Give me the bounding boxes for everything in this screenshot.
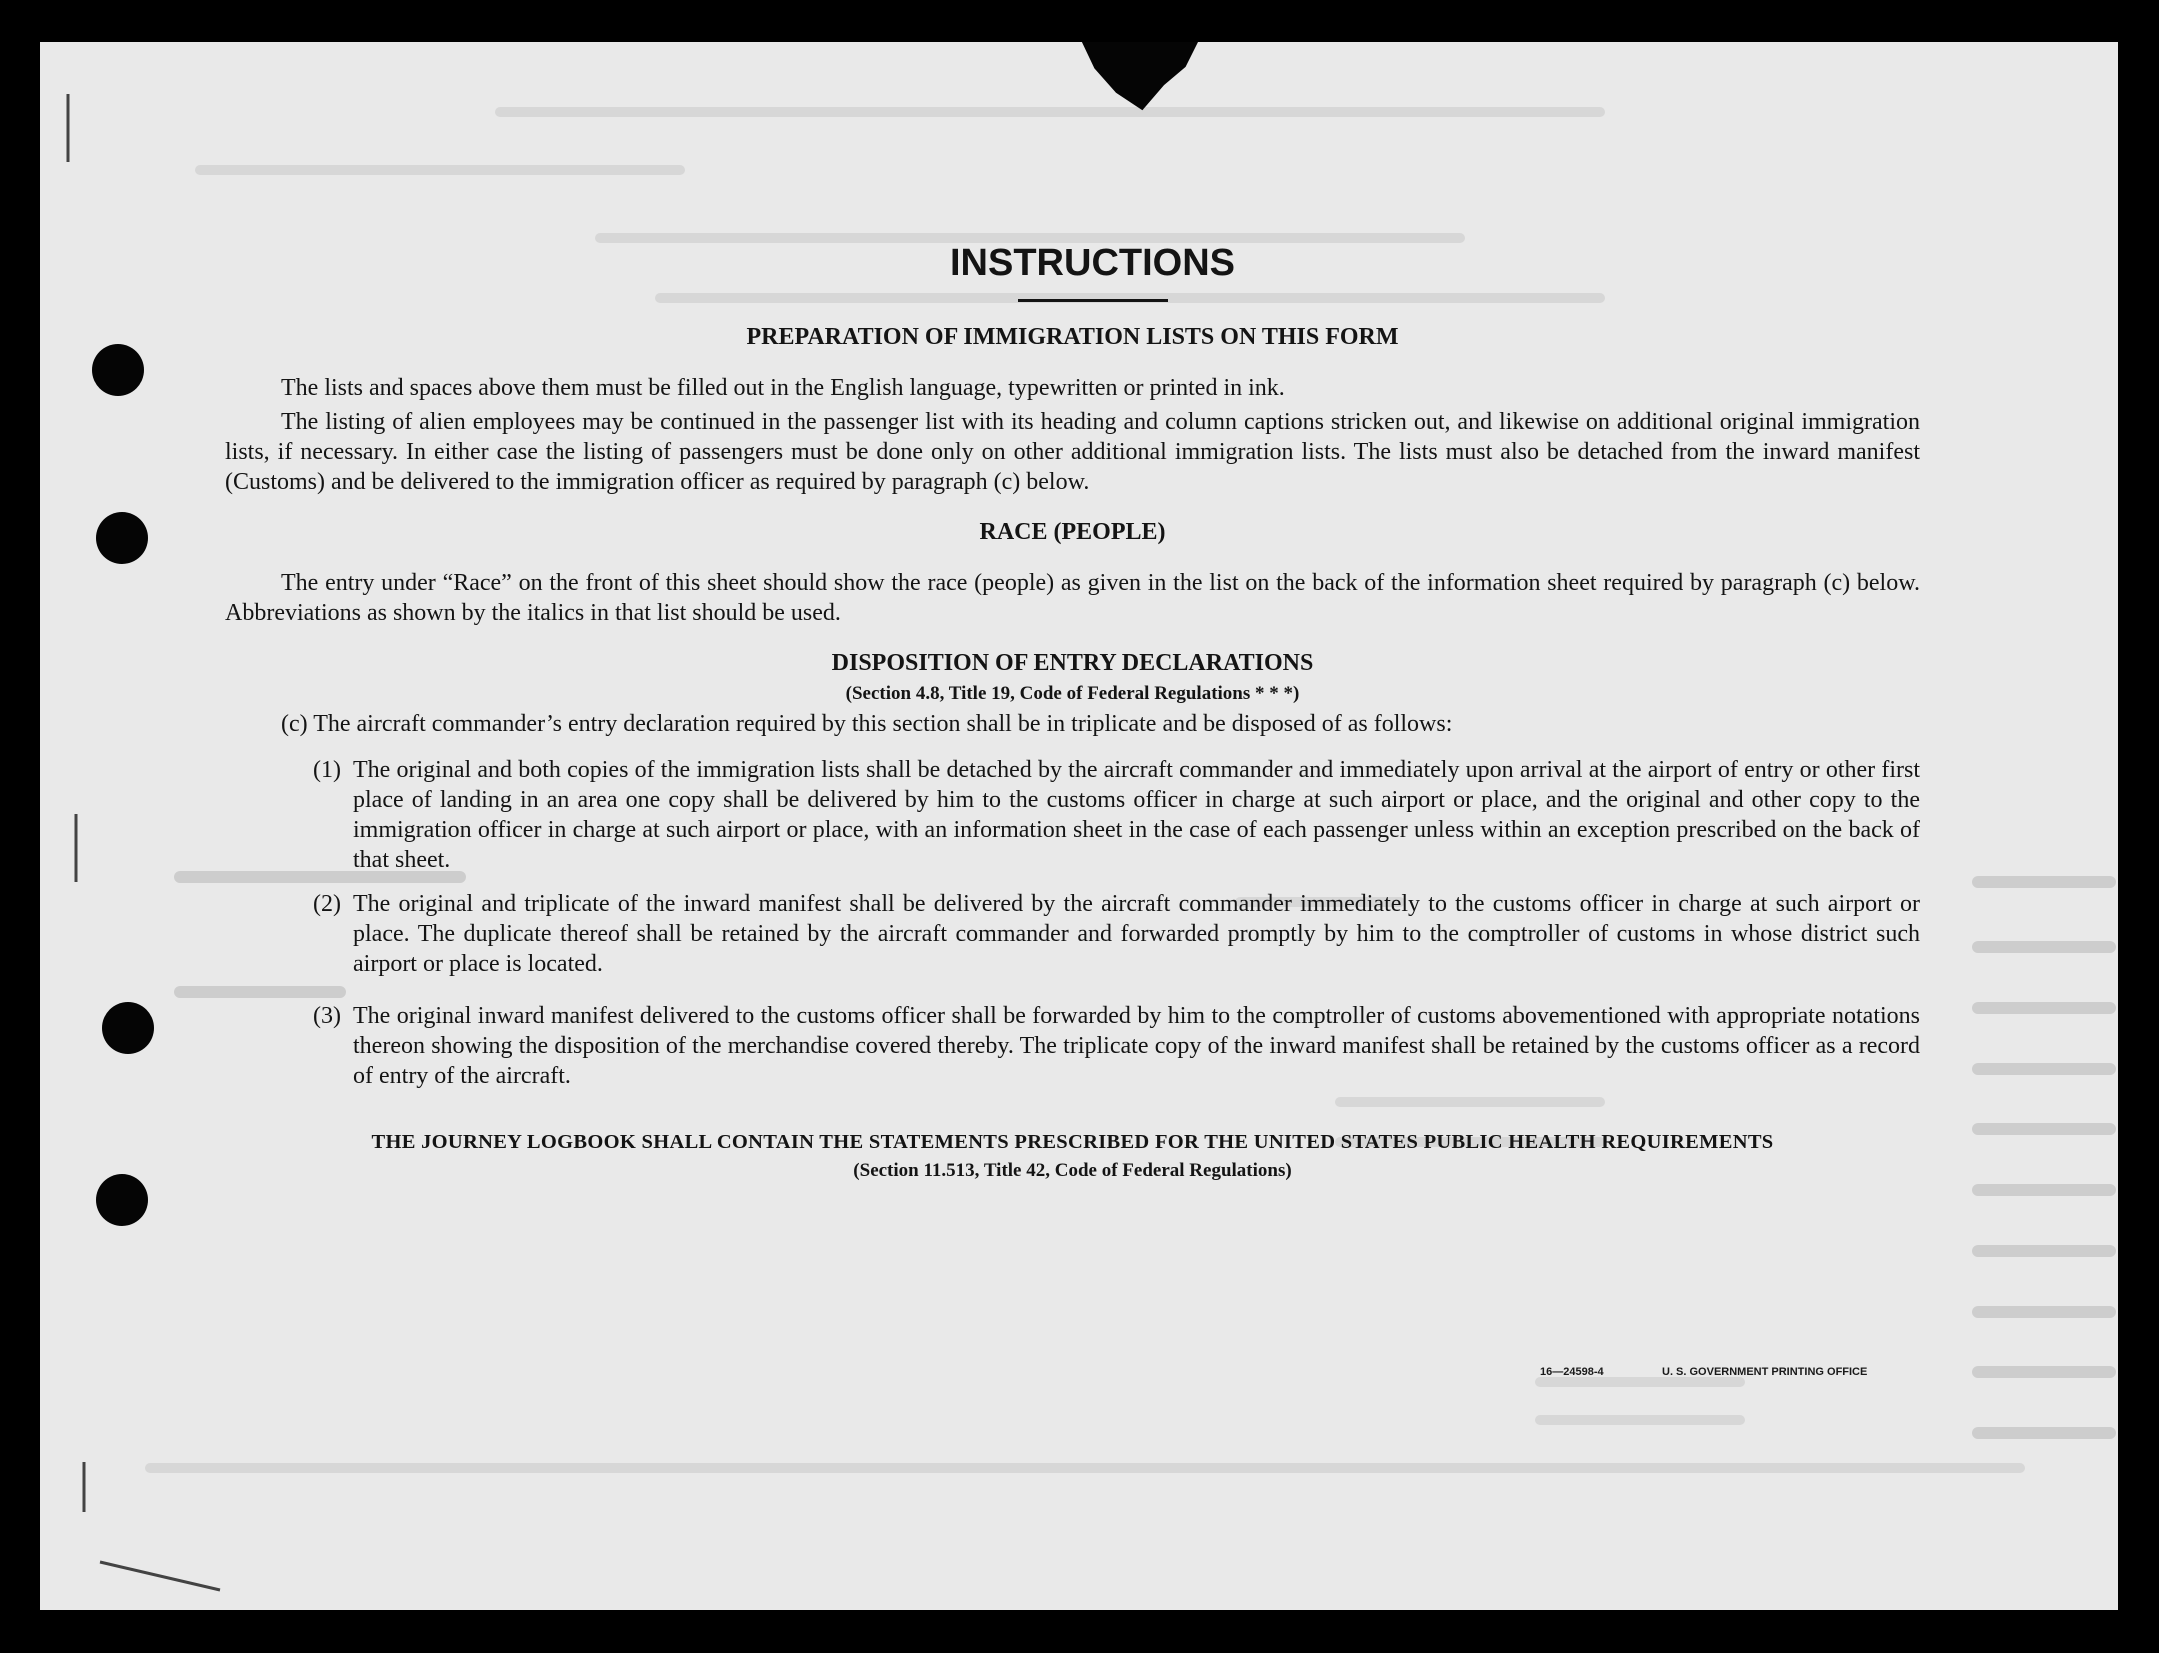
preparation-paragraph-1: The lists and spaces above them must be filled out in the English language, typewritten or printed in ink. [281, 375, 1285, 401]
item-text: The original and both copies of the immigration lists shall be detached by the aircraft commander and immediately upon arrival at the airport of entry or other first place of landing in an area one copy shall be delivered by him to the customs officer in charge at such airport or place, and the original and other copy to the immigration officer in charge at such airport or place, with an information sheet in the case of each passenger unless within an exception prescribed on the back of that sheet. [353, 757, 1920, 873]
punch-hole [96, 512, 148, 564]
torn-corner [1080, 42, 1200, 114]
race-heading: RACE (PEOPLE) [979, 519, 1166, 545]
punch-hole [102, 1002, 154, 1054]
item-number: (1) [313, 757, 341, 783]
item-number: (3) [313, 1003, 341, 1029]
disposition-item-2 [225, 889, 1920, 979]
item-text: The original and triplicate of the inward manifest shall be delivered by the aircraft commander immediately to the customs officer in charge at such airport or place. The duplicate thereof shall be retained by the aircraft commander and forwarded promptly by him to the comptroller of customs in whose district such airport or place is located. [353, 891, 1920, 977]
instructions-body [225, 242, 1920, 1182]
page-title: INSTRUCTIONS [950, 242, 1235, 284]
item-number: (2) [313, 891, 341, 917]
punch-hole [96, 1174, 148, 1226]
journey-logbook-statement: THE JOURNEY LOGBOOK SHALL CONTAIN THE STATEMENTS PRESCRIBED FOR THE UNITED STATES PUBLIC HEALTH REQUIREMENTS [371, 1131, 1774, 1153]
preparation-heading: PREPARATION OF IMMIGRATION LISTS ON THIS FORM [746, 324, 1399, 350]
disposition-citation: (Section 4.8, Title 19, Code of Federal Regulations * * *) [845, 683, 1300, 704]
punch-hole [92, 344, 144, 396]
form-number: 16—24598-4 [1540, 1366, 1604, 1378]
journey-logbook-citation: (Section 11.513, Title 42, Code of Federal Regulations) [853, 1160, 1292, 1181]
preparation-paragraph-2: The listing of alien employees may be continued in the passenger list with its heading and column captions stricken out, and likewise on additional original immigration lists, if necessary. In either case the listing of passengers must be done only on other additional immigration lists. The lists must also be detached from the inward manifest (Customs) and be delivered to the immigration officer as required by paragraph (c) below. [225, 409, 1920, 495]
item-text: The original inward manifest delivered to the customs officer shall be forwarded by him to the comptroller of customs abovementioned with appropriate notations thereon showing the disposition of the merchandise covered thereby. The triplicate copy of the inward manifest shall be retained by the customs officer as a record of entry of the aircraft. [353, 1003, 1920, 1089]
disposition-item-3 [225, 1001, 1920, 1091]
disposition-intro: (c) The aircraft commander’s entry declaration required by this section shall be in triplicate and be disposed of as follows: [281, 711, 1453, 737]
scanned-page [40, 42, 2118, 1610]
printer-imprint: U. S. GOVERNMENT PRINTING OFFICE [1662, 1366, 1868, 1378]
disposition-item-1 [225, 755, 1920, 875]
race-paragraph: The entry under “Race” on the front of this sheet should show the race (people) as given in the list on the back of the information sheet required by paragraph (c) below. Abbreviations as shown by the italics in that list should be used. [225, 570, 1920, 626]
title-underline [1018, 299, 1168, 302]
disposition-heading: DISPOSITION OF ENTRY DECLARATIONS [831, 650, 1314, 676]
